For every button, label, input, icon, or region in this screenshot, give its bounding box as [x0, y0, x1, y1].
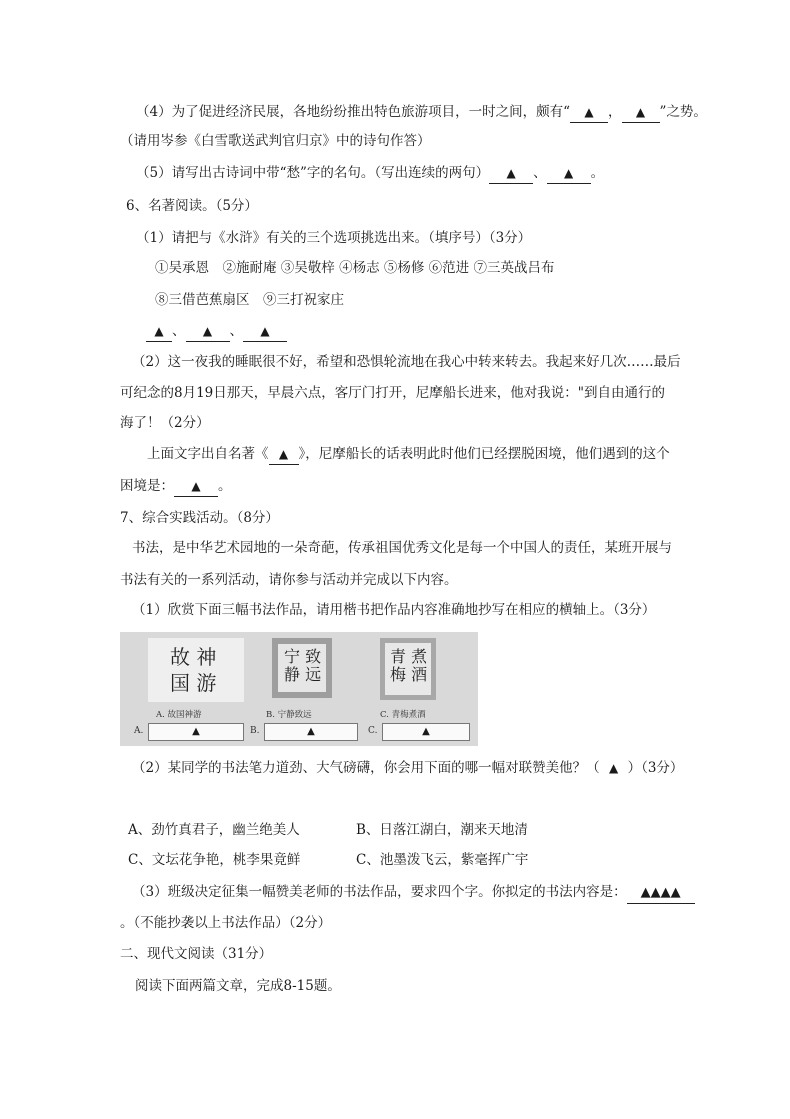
- q6-sub2-line-5: 困境是： ▲ 。: [120, 476, 232, 497]
- q4-line-2: （请用岑参《白雪歌送武判官归京》中的诗句作答）: [120, 133, 431, 149]
- q7-option-d: C、池墨泼飞云，紫毫挥广宇: [356, 852, 529, 868]
- q6-dilemma-blank[interactable]: ▲: [174, 476, 218, 497]
- q7-sub1: （1）欣赏下面三幅书法作品，请用楷书把作品内容准确地抄写在相应的横轴上。（3分）: [132, 602, 656, 618]
- q7-sub3-line-2: 。（不能抄袭以上书法作品）（2分）: [120, 915, 332, 931]
- q6-book-blank[interactable]: ▲: [269, 444, 299, 465]
- q5-answer-blank-1[interactable]: ▲: [489, 163, 533, 184]
- q7-option-b: B、日落江湖白，潮来天地清: [356, 822, 528, 838]
- q7-intro-line-1: 书法，是中华艺术园地的一朵奇葩，传承祖国优秀文化是每一个中国人的责任，某班开展与: [132, 540, 672, 556]
- q7-option-c: C、文坛花争艳，桃李果竟鲜: [128, 852, 301, 868]
- section-2-heading: 二、现代文阅读（31分）: [120, 946, 273, 962]
- q7-intro-line-2: 书法有关的一系列活动，请你参与活动并完成以下内容。: [120, 572, 458, 588]
- calligraphy-a-chars: 故 神 国 游: [170, 645, 217, 695]
- q6-heading: 6、名著阅读。（5分）: [126, 198, 258, 214]
- q7-sub3-line-1: （3）班级决定征集一幅赞美老师的书法作品，要求四个字。你拟定的书法内容是： ▲▲▲▲: [132, 882, 695, 904]
- q7-sub2: （2）某同学的书法笔力道劲、大气磅礴，你会用下面的哪一幅对联赞美他？（ ▲ ）（3分）: [132, 760, 684, 776]
- section-2-intro: 阅读下面两篇文章，完成8-15题。: [135, 978, 341, 994]
- q6-sub2-line-4: 上面文字出自名著《 ▲ 》，尼摩船长的话表明此时他们已经摆脱困境，他们遇到的这个: [147, 444, 670, 465]
- q4-answer-blank-1[interactable]: ▲: [570, 102, 608, 123]
- q6-answer-line: ▲ 、 ▲ 、 ▲: [146, 321, 287, 342]
- q6-sub2-line-3: 海了！（2分）: [120, 415, 210, 431]
- scroll-c-answer[interactable]: ▲: [382, 723, 470, 741]
- scroll-a-answer[interactable]: ▲: [148, 723, 244, 741]
- q6-answer-blank-3[interactable]: ▲: [243, 321, 287, 342]
- q7-heading: 7、综合实践活动。（8分）: [120, 510, 279, 526]
- scroll-b-answer[interactable]: ▲: [264, 723, 358, 741]
- calligraphy-work-a: [148, 638, 244, 720]
- q5-line: （5）请写出古诗词中带“愁”字的名句。（写出连续的两句） ▲ 、 ▲ 。: [136, 163, 604, 184]
- calligraphy-work-b: [266, 638, 362, 720]
- q6-answer-blank-1[interactable]: ▲: [146, 321, 172, 342]
- q7-option-a: A、劲竹真君子，幽兰绝美人: [128, 822, 300, 838]
- q4-answer-blank-2[interactable]: ▲: [622, 102, 660, 123]
- q6-sub2-line-2: 可纪念的8月19日那天，早晨六点，客厅门打开，尼摩船长进来，他对我说："到自由通行的: [120, 385, 665, 401]
- calligraphy-image: [120, 632, 478, 746]
- q4-line-1: （4）为了促进经济民展，各地纷纷推出特色旅游项目，一时之间，颇有“ ▲ ， ▲ ”之势。: [136, 102, 707, 123]
- calligraphy-work-c: [380, 638, 476, 720]
- scroll-a-label: A.: [134, 726, 144, 736]
- q6-sub2-line-1: （2）这一夜我的睡眠很不好，希望和恐惧轮流地在我心中转来转去。我起来好几次……最后: [132, 354, 681, 370]
- q6-options-line-2: ⑧三借芭蕉扇区 ⑨三打祝家庄: [155, 292, 344, 308]
- scroll-b-label: B.: [250, 726, 260, 736]
- calligraphy-c-chars: 青 煮 梅 酒: [390, 647, 428, 684]
- calligraphy-b-caption: B. 宁静致远: [266, 710, 312, 720]
- scroll-c-label: C.: [368, 726, 378, 736]
- q6-answer-blank-2[interactable]: ▲: [186, 321, 230, 342]
- calligraphy-c-caption: C. 青梅煮酒: [380, 710, 426, 720]
- q5-answer-blank-2[interactable]: ▲: [547, 163, 591, 184]
- q7-sub2-blank[interactable]: ▲: [608, 761, 619, 775]
- q6-options-line-1: ①吴承恩 ②施耐庵 ③吴敬梓 ④杨志 ⑤杨修 ⑥范进 ⑦三英战吕布: [155, 260, 555, 276]
- calligraphy-b-chars: 宁 致 静 远: [284, 647, 322, 684]
- q7-sub3-blank[interactable]: ▲▲▲▲: [627, 883, 695, 904]
- calligraphy-a-caption: A. 故国神游: [156, 710, 202, 720]
- q6-sub1: （1）请把与《水浒》有关的三个选项挑选出来。（填序号）（3分）: [136, 230, 532, 246]
